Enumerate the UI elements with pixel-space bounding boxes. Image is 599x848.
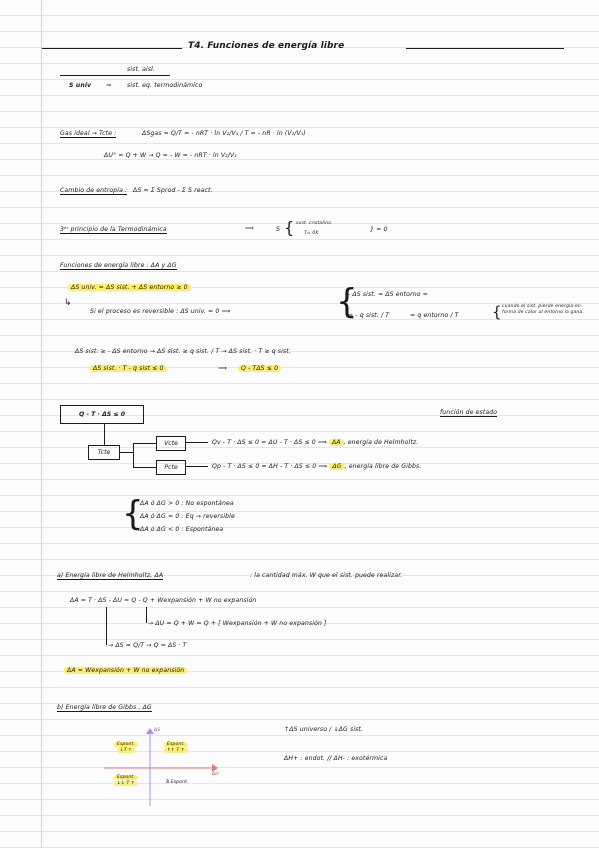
third-law-eq: } = 0 <box>370 226 388 233</box>
pcte-link <box>133 467 156 468</box>
q4: ∄ Espont. <box>166 780 189 785</box>
s1-above: sist. aisl. <box>127 66 156 73</box>
s1-overline <box>60 75 170 76</box>
criteria-1: ΔA ó ΔG > 0 : No espontánea <box>140 500 234 507</box>
graph-x-label: ΔH <box>212 772 219 777</box>
tcte-box: Tcte <box>88 445 120 460</box>
title-rule-left <box>42 48 182 49</box>
vcte-arrow <box>186 442 208 443</box>
gibbs-note-2: ΔH+ : endot. // ΔH- : exotérmica <box>284 755 388 762</box>
page-title: T4. Funciones de energía libre <box>188 41 345 51</box>
q2: Espont. ↑↑ T ↑ <box>164 742 188 754</box>
helmholtz-eq: Qv - T · ΔS ≤ 0 = ΔU - T · ΔS ≤ 0 ⟹ ΔA , energía de Helmholtz. <box>212 439 419 446</box>
note-brace: { <box>492 303 502 321</box>
gibbs-label: b) Energía libre de Gibbs , ΔG <box>57 704 152 711</box>
helmholtz-hl: ΔA = Wexpansión + W no expansión <box>64 667 187 674</box>
box-stem <box>104 423 105 445</box>
criteria-3: ΔA ó ΔG < 0 : Espontánea <box>140 526 224 533</box>
vcte-link <box>133 443 156 444</box>
rev-r2b: = q entorno / T <box>410 312 459 319</box>
univ-entropy-hl: ΔS univ. = ΔS sist. + ΔS entorno ≥ 0 <box>68 284 191 291</box>
helmholtz-desc: : la cantidad máx. W que el sist. puede realizar. <box>250 572 403 579</box>
third-law-label: 3ᵉʳ principio de la Termodinámica <box>60 226 167 233</box>
pcte-box: Pcte <box>156 460 186 475</box>
ineq-hl2: Q - TΔS ≤ 0 <box>238 365 281 372</box>
graph-y-label: ΔS <box>154 728 161 733</box>
rev-note: cuando el sist. pierde energía en forma de calor al entorno la gana. <box>502 304 584 315</box>
graph-x-arrow <box>212 764 218 772</box>
gibbs-condition-box: Q - T · ΔS ≤ 0 <box>60 405 144 424</box>
criteria-brace: { <box>122 494 144 534</box>
helmholtz-eq2: → ΔU = Q + W = Q + [ Wexpansión + W no expansión ] <box>148 620 327 627</box>
s1-left: S univ <box>69 82 92 89</box>
helmholtz-stem-right <box>146 607 147 623</box>
rev-hook: ↳ <box>64 298 72 308</box>
ineq-line: ΔS sist. ≥ - ΔS entorno → ΔS sist. ≥ q sist. / T → ΔS sist. · T ≥ q sist. <box>75 348 291 355</box>
helmholtz-label: a) Energía libre de Helmholtz, ΔA <box>57 572 164 579</box>
gas-ideal-sub: ΔU° = Q + W → Q = - W = - nRT · ln V₂/V₁ <box>104 152 237 159</box>
criteria-2: ΔA ó ΔG = 0 : Eq → reversible <box>140 513 235 520</box>
ineq-hl1: ΔS sist. · T - q sist ≤ 0 <box>90 365 167 372</box>
third-law-brace: { <box>284 218 295 237</box>
entropy-change-label: Cambio de entropía : <box>60 187 128 194</box>
helmholtz-eq3: → ΔS = Q/T → Q = ΔS · T <box>108 642 187 649</box>
rev-brace: { <box>336 282 358 322</box>
third-law-bottom: T= 0K <box>304 231 319 236</box>
rev-condition: Si el proceso es reversible : ΔS univ. = 0 ⟹ <box>90 308 231 315</box>
tcte-out <box>119 452 133 453</box>
s1-arrow: ⇒ <box>106 82 112 89</box>
q3: Espont. ↓↓ T ↑ <box>114 775 138 787</box>
vcte-box: Vcte <box>156 436 186 451</box>
tcte-branch <box>133 443 134 467</box>
third-law-top: sust. cristalina <box>296 221 331 226</box>
graph-y-arrow <box>146 728 154 734</box>
s1-right: sist. eq. termodinámico <box>127 82 203 89</box>
gas-ideal-eq: ΔSgas = Q/T = - nRT · ln V₂/V₁ / T = - nR · ln (V₂/V₁) <box>142 130 306 137</box>
helmholtz-eq1: ΔA = T · ΔS - ΔU = Q - Q + Wexpansión + W no expansión <box>70 597 257 604</box>
helmholtz-stem-left <box>106 607 107 645</box>
gibbs-note-1: ↑ΔS universo / ↓ΔG sist. <box>284 726 364 733</box>
rev-r1: - ΔS sist. = ΔS entorno = <box>348 291 428 298</box>
q1: Espont. ↓T ↑ <box>114 742 138 754</box>
pcte-arrow <box>186 466 208 467</box>
third-law-s: S <box>276 226 281 233</box>
title-rule-right <box>406 48 564 49</box>
free-energy-label: Funciones de energía libre : ΔA y ΔG <box>60 262 177 269</box>
entropy-change-eq: ΔS = Σ Sprod - Σ S react. <box>133 187 213 194</box>
third-law-arrow: ⟹ <box>245 225 254 232</box>
rev-r2a: = - q sist. / T <box>348 312 390 319</box>
state-function-label: función de estado <box>440 409 498 416</box>
gibbs-eq: Qp - T · ΔS ≤ 0 = ΔH - T · ΔS ≤ 0 ⟹ ΔG , energía libre de Gibbs. <box>212 463 422 470</box>
gas-ideal-label: Gas ideal → Tcte : <box>60 130 117 137</box>
ineq-arrow: ⟹ <box>218 365 227 372</box>
